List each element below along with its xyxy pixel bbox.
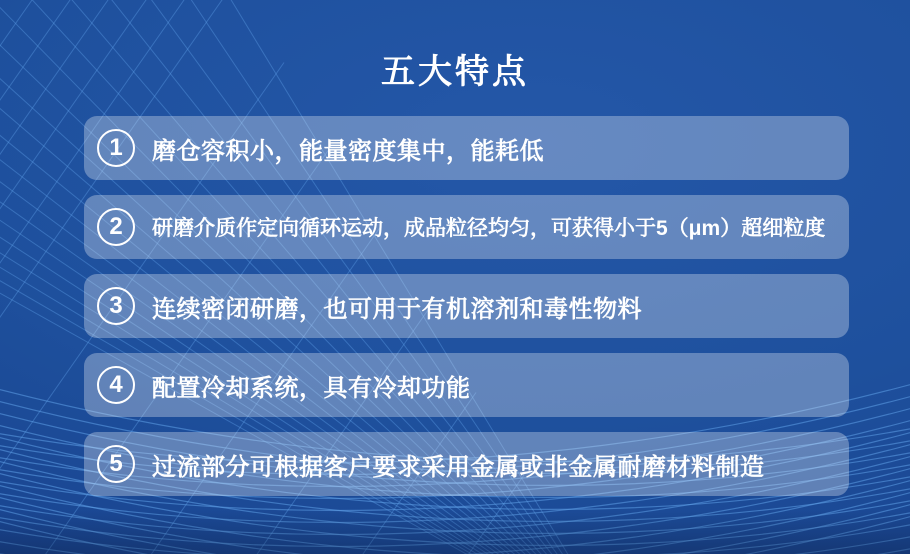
feature-number-badge: 2 bbox=[97, 208, 135, 246]
page-title: 五大特点 bbox=[381, 53, 529, 91]
feature-row bbox=[84, 432, 849, 496]
feature-number-badge: 1 bbox=[97, 129, 135, 167]
feature-number-badge: 4 bbox=[97, 366, 135, 404]
feature-row bbox=[84, 116, 849, 180]
feature-number-badge: 3 bbox=[97, 287, 135, 325]
feature-text: 过流部分可根据客户要求采用金属或非金属耐磨材料制造 bbox=[152, 453, 765, 481]
feature-row bbox=[84, 274, 849, 338]
feature-row bbox=[84, 195, 849, 259]
feature-text: 研磨介质作定向循环运动，成品粒径均匀，可获得小于5（μm）超细粒度 bbox=[152, 217, 826, 240]
feature-text: 连续密闭研磨，也可用于有机溶剂和毒性物料 bbox=[152, 295, 642, 323]
feature-row bbox=[84, 353, 849, 417]
feature-number-badge: 5 bbox=[97, 445, 135, 483]
feature-text: 配置冷却系统，具有冷却功能 bbox=[152, 374, 471, 402]
feature-text: 磨仓容积小，能量密度集中，能耗低 bbox=[152, 137, 544, 165]
